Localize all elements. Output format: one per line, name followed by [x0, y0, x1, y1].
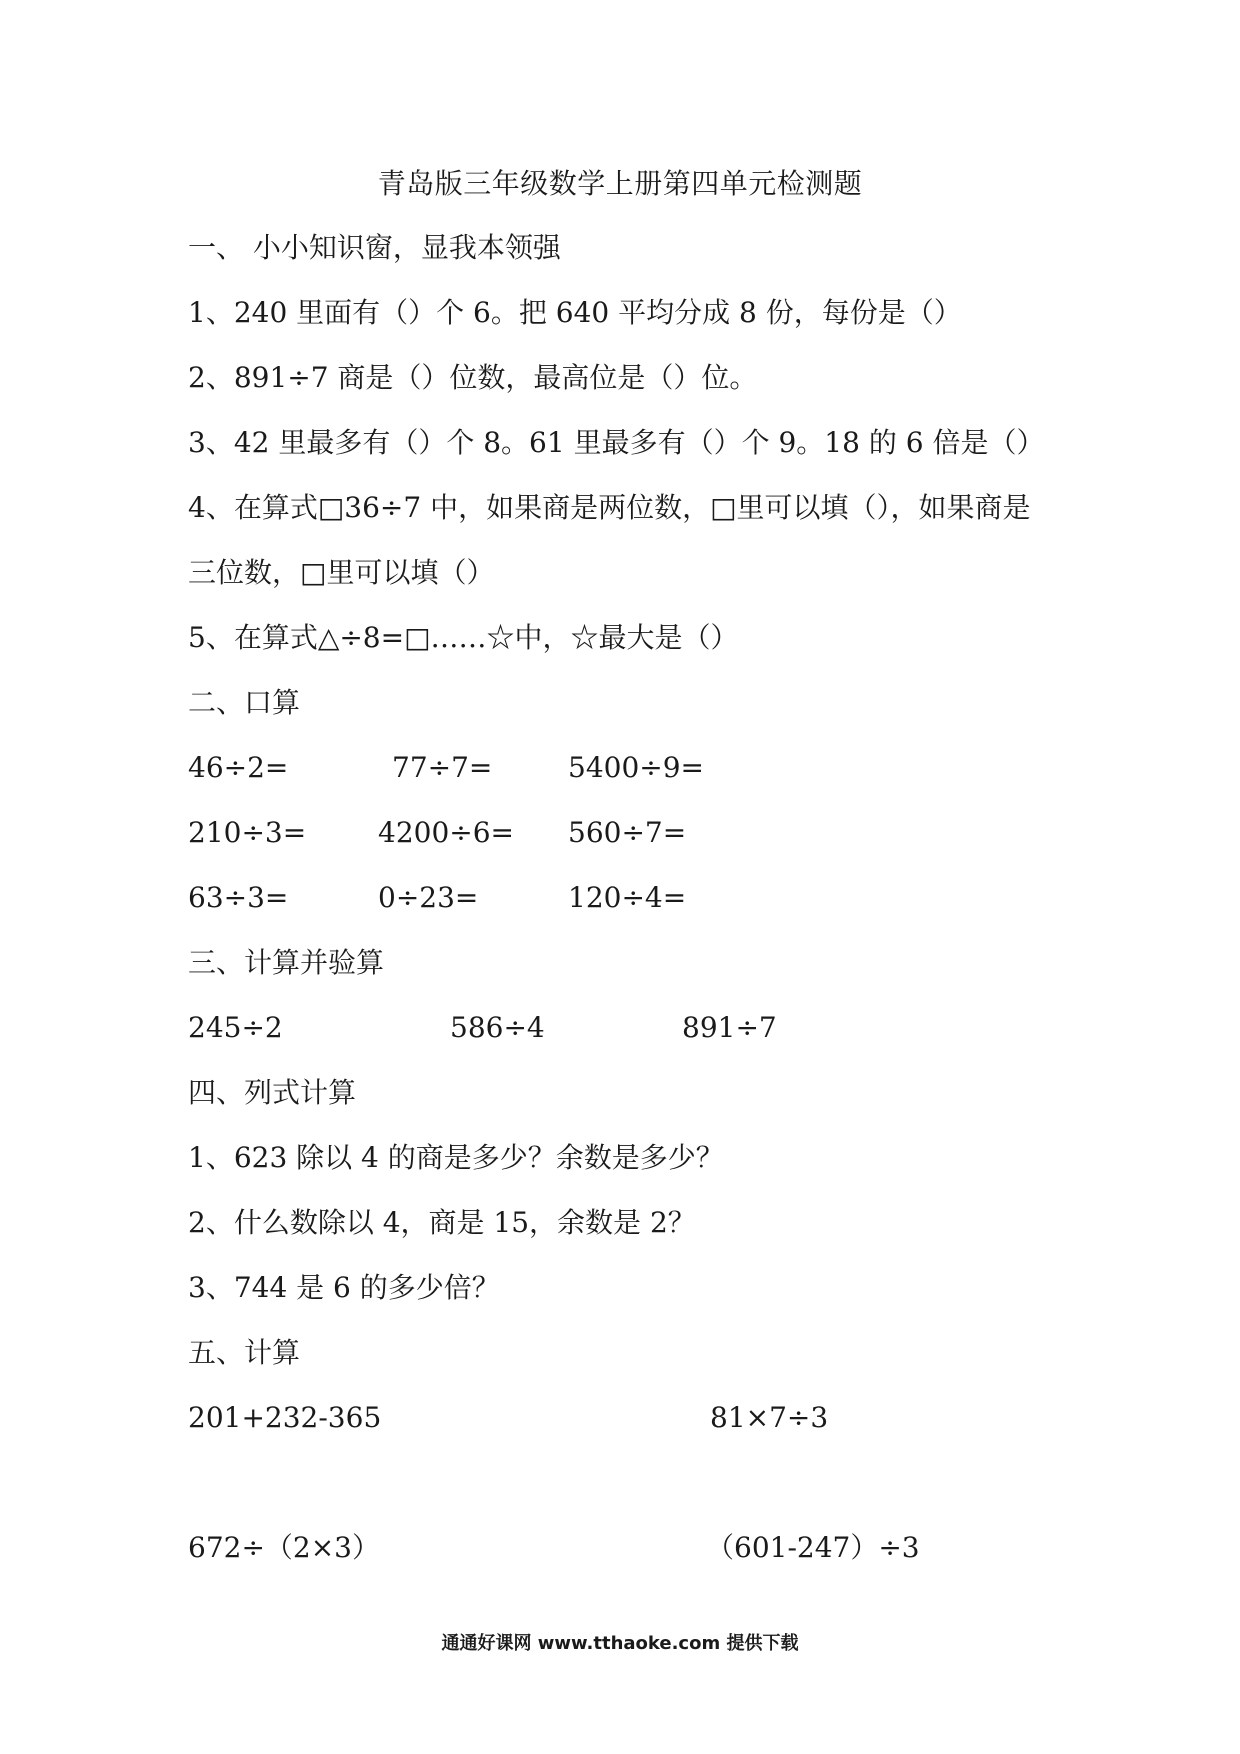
calc-item: 81×7÷3	[710, 1401, 829, 1434]
section4-item-2: 2、什么数除以 4，商是 15，余数是 2？	[188, 1206, 696, 1239]
verify-calc-item: 891÷7	[682, 1011, 777, 1044]
calc-item: 672÷（2×3）	[188, 1531, 380, 1564]
calc-item: （601-247）÷3	[706, 1531, 920, 1564]
page-footer: 通通好课网 www.tthaoke.com 提供下载	[441, 1633, 799, 1654]
oral-calc-item: 120÷4=	[568, 881, 687, 914]
section4-item-3: 3、744 是 6 的多少倍？	[188, 1271, 500, 1304]
page-title: 青岛版三年级数学上册第四单元检测题	[377, 167, 863, 200]
section1-item-2: 2、891÷7 商是（）位数，最高位是（）位。	[188, 361, 758, 394]
section1-item-1: 1、240 里面有（）个 6。把 640 平均分成 8 份，每份是（）	[188, 296, 962, 329]
oral-calc-item: 210÷3=	[188, 816, 307, 849]
section5-heading: 五、计算	[188, 1336, 301, 1369]
section2-heading: 二、口算	[188, 686, 301, 719]
section1-item-3: 3、42 里最多有（）个 8。61 里最多有（）个 9。18 的 6 倍是（）	[188, 426, 1045, 459]
oral-calc-item: 4200÷6=	[378, 816, 514, 849]
calc-item: 201+232-365	[188, 1401, 382, 1434]
oral-calc-item: 0÷23=	[378, 881, 479, 914]
oral-calc-item: 5400÷9=	[568, 751, 704, 784]
oral-calc-item: 77÷7=	[392, 751, 493, 784]
oral-calc-item: 63÷3=	[188, 881, 289, 914]
section1-item-5: 5、在算式△÷8=□……☆中，☆最大是（）	[188, 621, 739, 654]
verify-calc-item: 245÷2	[188, 1011, 283, 1044]
section3-heading: 三、计算并验算	[188, 946, 385, 979]
section4-heading: 四、列式计算	[188, 1076, 357, 1109]
verify-calc-item: 586÷4	[450, 1011, 545, 1044]
section1-item-4-continued: 三位数，□里可以填（）	[188, 556, 495, 589]
section1-item-4: 4、在算式□36÷7 中，如果商是两位数，□里可以填（），如果商是	[188, 491, 1031, 524]
oral-calc-item: 46÷2=	[188, 751, 289, 784]
section4-item-1: 1、623 除以 4 的商是多少？余数是多少？	[188, 1141, 724, 1174]
section1-heading: 一、 小小知识窗，显我本领强	[188, 231, 561, 264]
oral-calc-item: 560÷7=	[568, 816, 687, 849]
